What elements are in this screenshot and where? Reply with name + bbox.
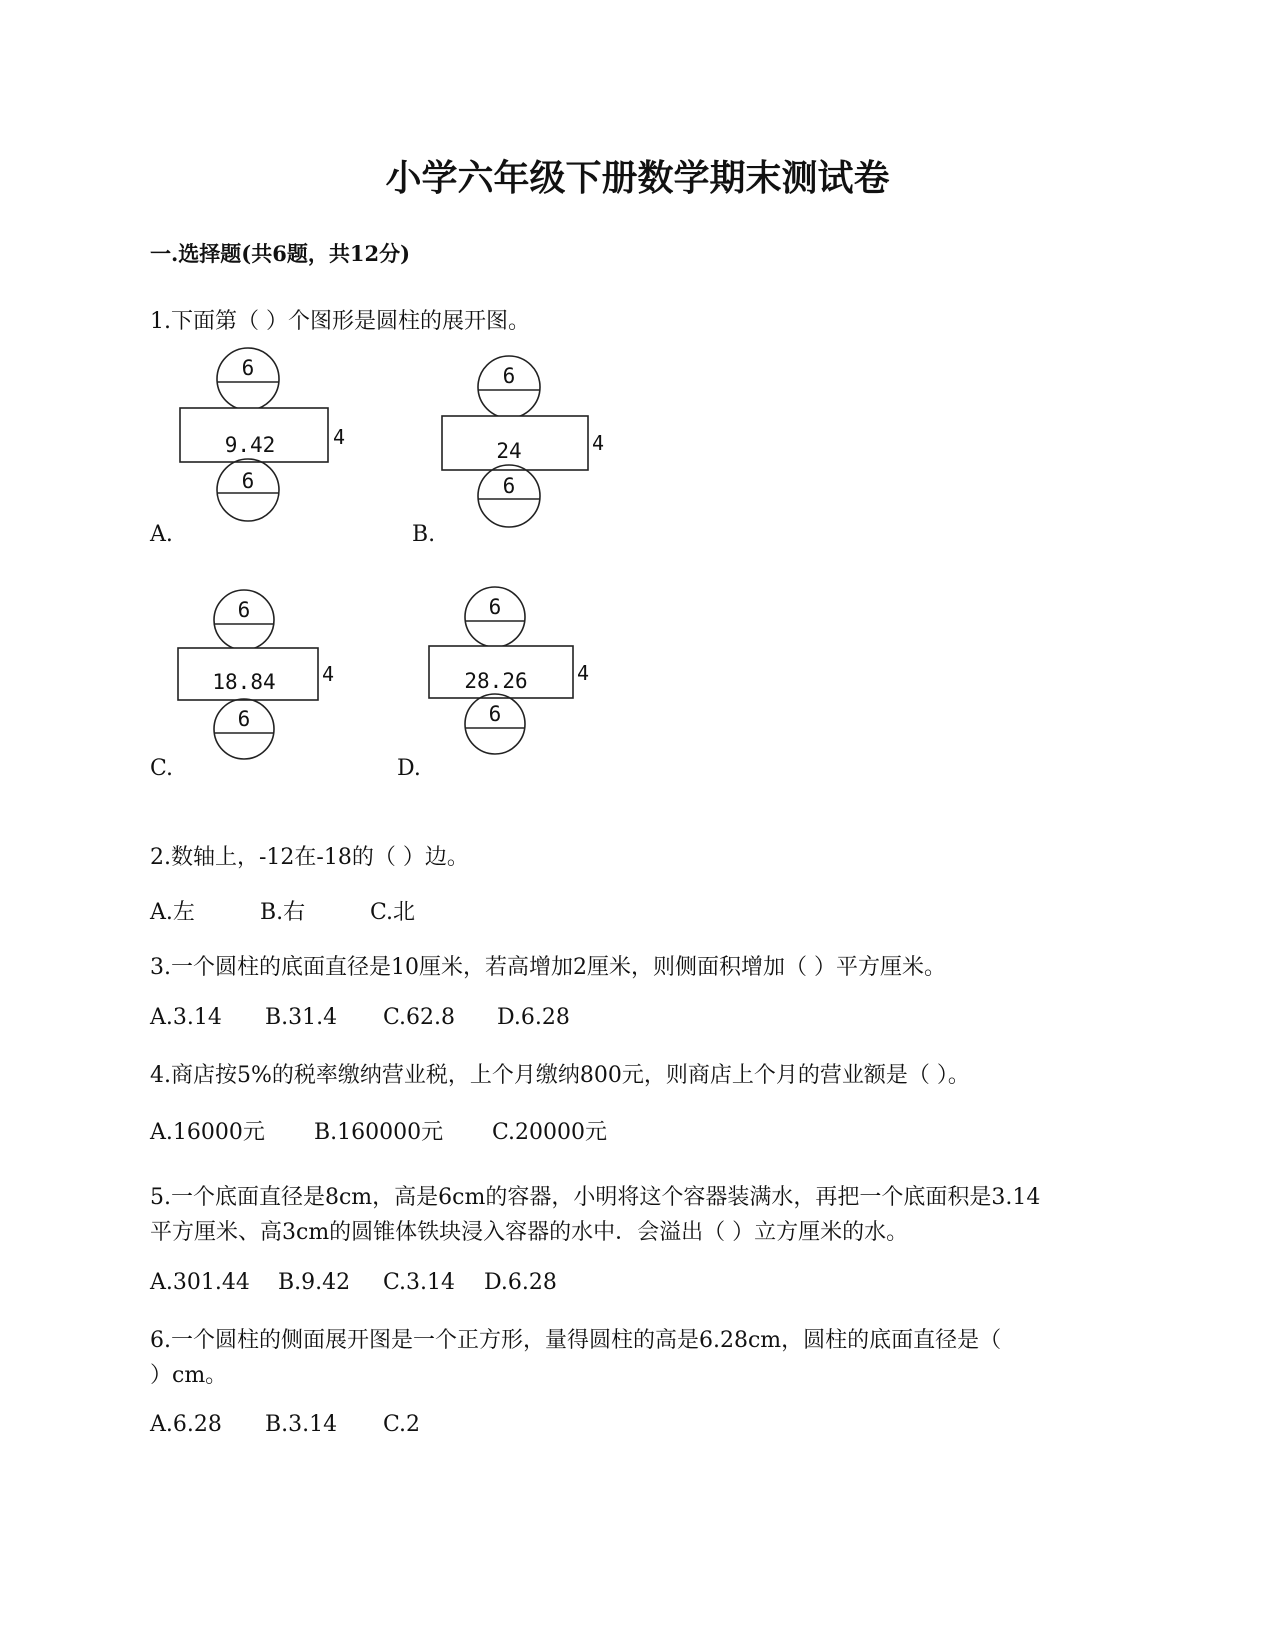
question-6-option-b: B.3.14 — [265, 1412, 338, 1437]
figure-d-bottom-circle-label: 6 — [488, 702, 502, 726]
question-5-option-d: D.6.28 — [484, 1270, 557, 1295]
figure-d-rect-label: 28.26 — [464, 669, 528, 693]
question-6-option-c: C.2 — [383, 1412, 421, 1437]
question-3-option-c: C.62.8 — [383, 1005, 456, 1030]
figure-b-cylinder-net — [412, 350, 632, 550]
question-6-text: 6.一个圆柱的侧面展开图是一个正方形，量得圆柱的高是6.28cm，圆柱的底面直径是（ — [150, 1328, 1002, 1353]
question-3-option-b: B.31.4 — [265, 1005, 338, 1030]
question-2-option-c: C.北 — [370, 900, 416, 925]
question-6-option-a: A.6.28 — [150, 1412, 222, 1437]
question-5-option-a: A.301.44 — [150, 1270, 250, 1295]
figure-a-bottom-circle-label: 6 — [241, 469, 255, 493]
question-4-text: 4.商店按5%的税率缴纳营业税，上个月缴纳800元，则商店上个月的营业额是（ ）。 — [150, 1063, 970, 1088]
figure-d-cylinder-net — [397, 590, 617, 790]
question-2-text: 2.数轴上，-12在-18的（ ）边。 — [150, 845, 469, 870]
figure-b-label: B. — [412, 522, 436, 547]
figure-b-bottom-circle-label: 6 — [502, 474, 516, 498]
figure-c-side-label: 4 — [322, 662, 335, 686]
figure-c-bottom-circle-label: 6 — [237, 707, 251, 731]
figure-b-top-circle-label: 6 — [502, 364, 516, 388]
question-4-option-c: C.20000元 — [492, 1120, 608, 1145]
question-1-text: 1.下面第（ ）个图形是圆柱的展开图。 — [150, 309, 530, 334]
figure-a-side-label: 4 — [333, 425, 346, 449]
figure-a-rect-label: 9.42 — [224, 433, 276, 457]
figure-c-label: C. — [150, 756, 174, 781]
question-5-text: 5.一个底面直径是8cm，高是6cm的容器，小明将这个容器装满水，再把一个底面积是3.14 — [150, 1185, 1041, 1210]
figure-c-cylinder-net — [150, 590, 370, 790]
question-5-option-b: B.9.42 — [278, 1270, 351, 1295]
section-heading: 一.选择题(共6题，共12分) — [150, 241, 411, 266]
question-2-option-a: A.左 — [150, 900, 195, 925]
page-title: 小学六年级下册数学期末测试卷 — [385, 157, 890, 199]
figure-c-top-circle-label: 6 — [237, 598, 251, 622]
question-3-text: 3.一个圆柱的底面直径是10厘米，若高增加2厘米，则侧面积增加（ ）平方厘米。 — [150, 955, 946, 980]
question-3-option-a: A.3.14 — [150, 1005, 222, 1030]
question-5-text-line-2: 平方厘米、高3cm的圆锥体铁块浸入容器的水中．会溢出（ ）立方厘米的水。 — [150, 1220, 909, 1245]
figure-a-top-circle-label: 6 — [241, 356, 255, 380]
question-6-text-line-2: ）cm。 — [150, 1363, 228, 1388]
figure-d-top-circle-label: 6 — [488, 595, 502, 619]
question-4-option-b: B.160000元 — [314, 1120, 444, 1145]
figure-d-label: D. — [397, 756, 421, 781]
figure-a-label: A. — [150, 522, 173, 547]
question-4-option-a: A.16000元 — [150, 1120, 265, 1145]
question-2-option-b: B.右 — [260, 900, 306, 925]
figure-b-rect-label: 24 — [496, 439, 522, 463]
question-3-option-d: D.6.28 — [497, 1005, 570, 1030]
figure-d-side-label: 4 — [577, 661, 590, 685]
question-5-option-c: C.3.14 — [383, 1270, 456, 1295]
figure-b-side-label: 4 — [592, 431, 605, 455]
figure-a-cylinder-net — [150, 350, 370, 550]
figure-c-rect-label: 18.84 — [212, 670, 276, 694]
